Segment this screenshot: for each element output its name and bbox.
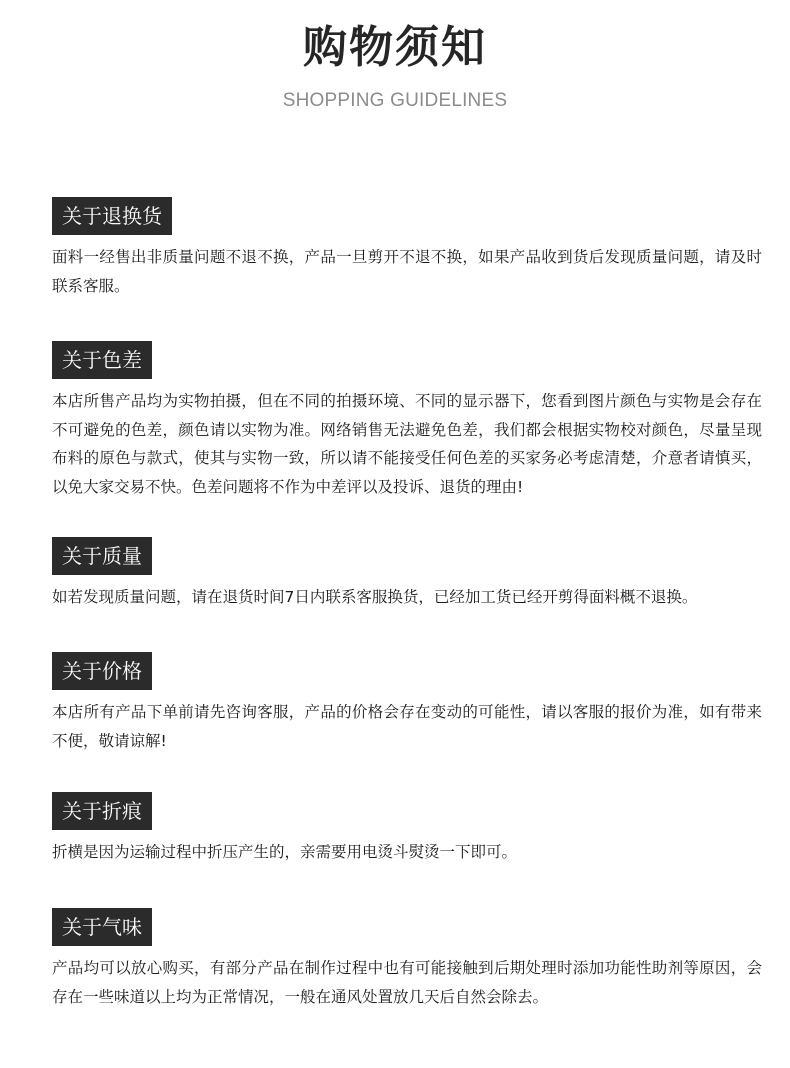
section-heading-color-difference: 关于色差 (52, 341, 152, 379)
section-text-color-difference: 本店所售产品均为实物拍摄，但在不同的拍摄环境、不同的显示器下，您看到图片颜色与实物是会存在不可避免的色差，颜色请以实物为准。网络销售无法避免色差，我们都会根据实物校对颜色，尽量呈现布料的原色与款式，使其与实物一致，所以请不能接受任何色差的买家务必考虑清楚，介意者请慎买，以免大家交易不快。色差问题将不作为中差评以及投诉、退货的理由! (52, 392, 762, 496)
section-returns (52, 197, 762, 300)
section-text-price: 本店所有产品下单前请先咨询客服，产品的价格会存在变动的可能性，请以客服的报价为准，如有带来不便，敬请谅解! (52, 703, 762, 750)
section-price (52, 652, 762, 755)
section-color-difference (52, 341, 762, 501)
section-heading-returns: 关于退换货 (52, 197, 172, 235)
section-text-returns: 面料一经售出非质量问题不退不换，产品一旦剪开不退不换，如果产品收到货后发现质量问题，请及时联系客服。 (52, 248, 762, 295)
section-text-creases: 折横是因为运输过程中折压产生的，亲需要用电烫斗熨烫一下即可。 (52, 843, 518, 861)
section-creases (52, 792, 762, 867)
section-heading-odor: 关于气味 (52, 908, 152, 946)
section-quality (52, 537, 762, 612)
page-subtitle: SHOPPING GUIDELINES (282, 90, 508, 111)
section-heading-quality: 关于质量 (52, 537, 152, 575)
section-heading-creases: 关于折痕 (52, 792, 152, 830)
section-text-odor: 产品均可以放心购买，有部分产品在制作过程中也有可能接触到后期处理时添加功能性助剂等原因，会存在一些味道以上均为正常情况，一般在通风处置放几天后自然会除去。 (52, 959, 762, 1006)
page-title: 购物须知 (303, 22, 487, 73)
section-text-quality: 如若发现质量问题，请在退货时间7日内联系客服换货，已经加工货已经开剪得面料概不退换。 (52, 588, 698, 606)
section-heading-price: 关于价格 (52, 652, 152, 690)
section-odor (52, 908, 762, 1011)
